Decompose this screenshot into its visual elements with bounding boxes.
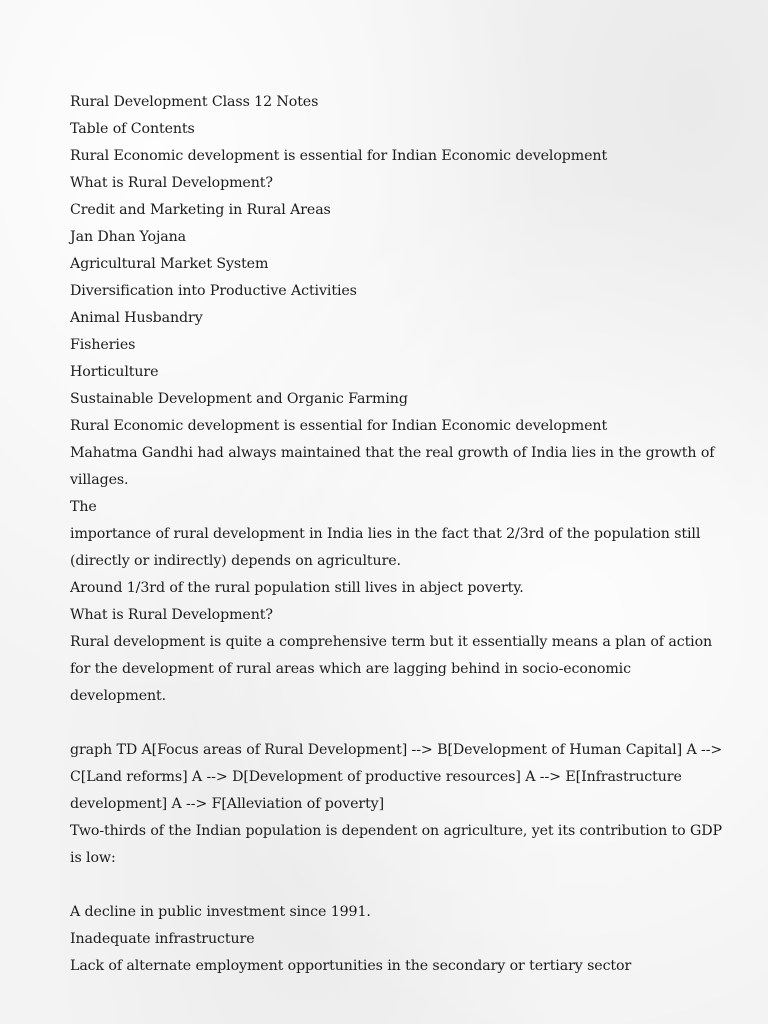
toc-item: Fisheries	[70, 337, 136, 353]
toc-item: Rural Economic development is essential for Indian Economic development	[70, 148, 608, 164]
toc-item: Diversification into Productive Activities	[70, 283, 357, 299]
paragraph: Rural development is quite a comprehensive term but it essentially means a plan of action for the development of rural areas which are lagging behind in socio-economic development.	[70, 634, 713, 704]
toc-item: Agricultural Market System	[70, 256, 269, 272]
list-item: A decline in public investment since 1991.	[70, 904, 371, 920]
list-item: Lack of alternate employment opportunities in the secondary or tertiary sector	[70, 958, 632, 974]
toc-item: Horticulture	[70, 364, 159, 380]
toc-item: Sustainable Development and Organic Farming	[70, 391, 408, 407]
toc-heading: Table of Contents	[70, 121, 195, 137]
graph-code: graph TD A[Focus areas of Rural Development] --> B[Development of Human Capital] A --> C[Land reforms] A --> D[Development of productive resources] A --> E[Infrastructure development] A --> F[Alleviation of poverty]	[70, 742, 723, 812]
paragraph: Two-thirds of the Indian population is dependent on agriculture, yet its contribution to GDP is low:	[70, 823, 722, 866]
paragraph: importance of rural development in India lies in the fact that 2/3rd of the population still (directly or indirectly) depends on agriculture.	[70, 526, 701, 569]
section-heading: What is Rural Development?	[70, 607, 273, 623]
blank-line	[70, 872, 730, 899]
paragraph: The	[70, 499, 97, 515]
paragraph: Mahatma Gandhi had always maintained that the real growth of India lies in the growth of villages.	[70, 445, 715, 488]
list-item: Inadequate infrastructure	[70, 931, 255, 947]
document-text	[70, 89, 730, 980]
toc-item: What is Rural Development?	[70, 175, 273, 191]
paragraph: Around 1/3rd of the rural population still lives in abject poverty.	[70, 580, 524, 596]
toc-item: Jan Dhan Yojana	[70, 229, 187, 245]
section-heading: Rural Economic development is essential for Indian Economic development	[70, 418, 608, 434]
blank-line	[70, 710, 730, 737]
doc-title: Rural Development Class 12 Notes	[70, 94, 319, 110]
toc-item: Animal Husbandry	[70, 310, 203, 326]
toc-item: Credit and Marketing in Rural Areas	[70, 202, 331, 218]
